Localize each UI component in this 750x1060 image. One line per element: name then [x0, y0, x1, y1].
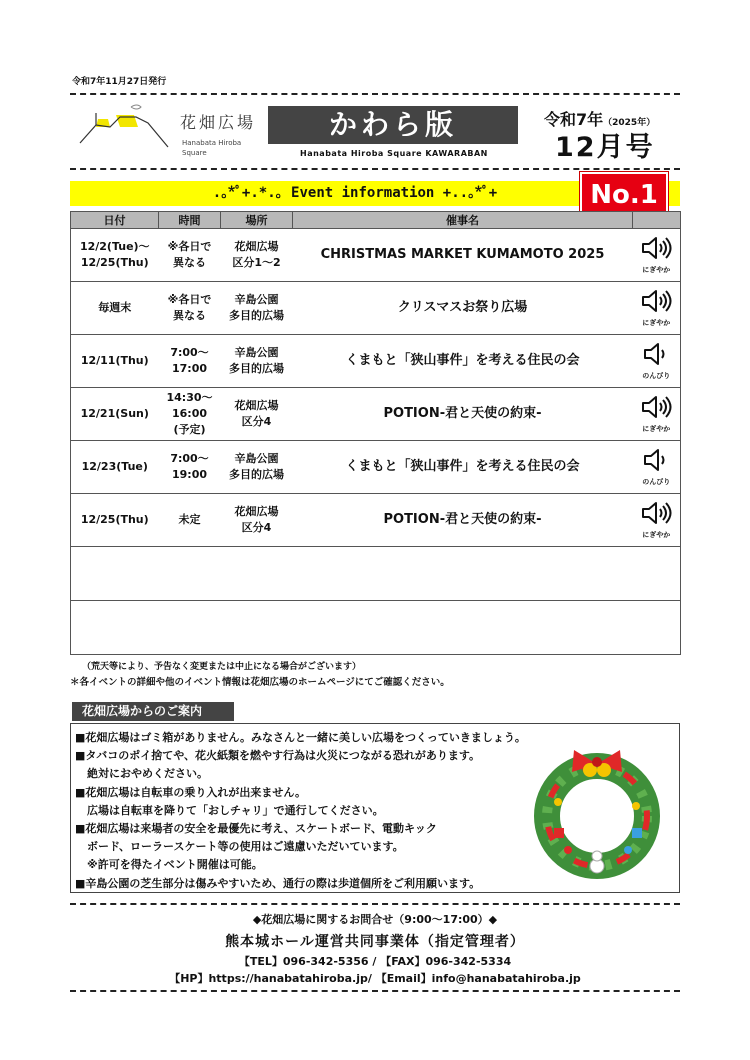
contact-heading: ◆花畑広場に関するお問合せ（9:00～17:00）◆	[252, 913, 498, 926]
event-name: クリスマスお祭り広場	[293, 282, 633, 335]
details-note: ＊各イベントの詳細や他のイベント情報は花畑広場のホームページにてご確認ください。	[70, 677, 450, 688]
footer-divider	[70, 903, 680, 905]
header-event-name: 催事名	[293, 212, 633, 229]
event-time: 7:00～ 19:00	[159, 441, 221, 494]
guide-line: ■花畑広場は自転車の乗り入れが出来ません。	[75, 785, 307, 799]
event-row	[71, 229, 681, 282]
event-date: 12/11(Thu)	[71, 335, 159, 388]
volume-label: のんびり	[642, 478, 671, 486]
event-row	[71, 388, 681, 441]
event-row	[71, 335, 681, 388]
event-date: 12/25(Thu)	[71, 494, 159, 547]
top-divider	[70, 93, 680, 95]
issue-number-badge: No.1	[580, 172, 668, 214]
guide-heading: 花畑広場からのご案内	[72, 702, 234, 721]
event-row	[71, 282, 681, 335]
event-volume	[633, 335, 681, 388]
volume-label: にぎやか	[642, 319, 671, 327]
event-volume	[633, 282, 681, 335]
guide-line: ■花畑広場は来場者の安全を最優先に考え、スケートボード、電動キック	[75, 822, 437, 836]
event-name: POTION-君と天使の約束-	[293, 388, 633, 441]
organization-name: 熊本城ホール運営共同事業体（指定管理者）	[225, 934, 525, 950]
kawaraban-title: かわら版	[268, 106, 518, 144]
volume-label: のんびり	[642, 372, 671, 380]
empty-row	[71, 601, 681, 655]
speaker-loud-icon	[639, 500, 673, 531]
volume-label: にぎやか	[642, 425, 671, 433]
event-name: CHRISTMAS MARKET KUMAMOTO 2025	[293, 229, 633, 282]
tel-fax: 【TEL】096-342-5356 / 【FAX】096-342-5334	[238, 955, 512, 968]
empty-row	[71, 547, 681, 601]
hanabata-logo-icon	[76, 103, 176, 151]
guide-line: ■花畑広場はゴミ箱がありません。みなさんと一緒に美しい広場をつくっていきましょう。	[75, 731, 526, 744]
header-time: 時間	[159, 212, 221, 229]
event-date: 12/23(Tue)	[71, 441, 159, 494]
volume-label: にぎやか	[642, 531, 671, 539]
event-date: 毎週末	[71, 282, 159, 335]
event-volume	[633, 388, 681, 441]
website-email: 【HP】https://hanabatahiroba.jp/ 【Email】info@hanabatahiroba.jp	[169, 972, 581, 985]
brand-subtitle: Hanabata Hiroba Square	[182, 139, 242, 157]
speaker-quiet-icon	[639, 341, 673, 372]
event-place: 花畑広場 区分4	[221, 388, 293, 441]
guide-line: ボード、ローラースケート等の使用はご遠慮いただいています。	[87, 840, 404, 854]
event-row	[71, 494, 681, 547]
event-name: くまもと「狭山事件」を考える住民の会	[293, 441, 633, 494]
event-time: 7:00～ 17:00	[159, 335, 221, 388]
edition-month: 12月号	[555, 132, 655, 163]
event-place: 辛島公園 多目的広場	[221, 282, 293, 335]
event-place: 辛島公園 多目的広場	[221, 335, 293, 388]
event-volume	[633, 441, 681, 494]
speaker-loud-icon	[639, 288, 673, 319]
header-volume	[633, 212, 681, 229]
event-volume	[633, 494, 681, 547]
speaker-loud-icon	[639, 235, 673, 266]
event-place: 花畑広場 区分4	[221, 494, 293, 547]
header-divider	[70, 168, 680, 170]
guide-line: ※許可を得たイベント開催は可能。	[87, 858, 263, 872]
header-date: 日付	[71, 212, 159, 229]
brand-name: 花畑広場	[180, 113, 257, 132]
event-date: 12/2(Tue)～ 12/25(Thu)	[71, 229, 159, 282]
event-place: 花畑広場 区分1～2	[221, 229, 293, 282]
event-time: 14:30～ 16:00 (予定)	[159, 388, 221, 441]
event-row	[71, 441, 681, 494]
event-place: 辛島公園 多目的広場	[221, 441, 293, 494]
volume-label: にぎやか	[642, 266, 671, 274]
kawaraban-subtitle: Hanabata Hiroba Square KAWARABAN	[300, 149, 488, 158]
guide-line: ■タバコのポイ捨てや、花火紙類を燃やす行為は火災につながる恐れがあります。	[75, 749, 480, 763]
event-date: 12/21(Sun)	[71, 388, 159, 441]
empty-cell	[71, 547, 681, 601]
guide-text	[75, 729, 526, 893]
event-time: 未定	[159, 494, 221, 547]
empty-cell	[71, 601, 681, 655]
christmas-wreath-icon	[528, 742, 666, 880]
event-name: くまもと「狭山事件」を考える住民の会	[293, 335, 633, 388]
events-table	[70, 211, 681, 655]
speaker-loud-icon	[639, 394, 673, 425]
bottom-divider	[70, 990, 680, 992]
issue-date: 令和7年11月27日発行	[72, 77, 167, 87]
weather-note: （荒天等により、予告なく変更または中止になる場合がございます）	[82, 662, 362, 672]
speaker-quiet-icon	[639, 447, 673, 478]
header-place: 場所	[221, 212, 293, 229]
event-name: POTION-君と天使の約束-	[293, 494, 633, 547]
edition-year: 令和7年（2025年）	[544, 110, 656, 129]
event-volume	[633, 229, 681, 282]
event-time: ※各日で 異なる	[159, 282, 221, 335]
event-time: ※各日で 異なる	[159, 229, 221, 282]
guide-line: ■辛島公園の芝生部分は傷みやすいため、通行の際は歩道個所をご利用願います。	[75, 876, 481, 890]
event-info-band: .｡*ﾟ+.*.｡ Event information +..｡*ﾟ+	[70, 181, 680, 206]
guide-line: 絶対におやめください。	[87, 767, 208, 781]
guide-line: 広場は自転車を降りて「おしチャリ」で通行してください。	[87, 803, 384, 817]
